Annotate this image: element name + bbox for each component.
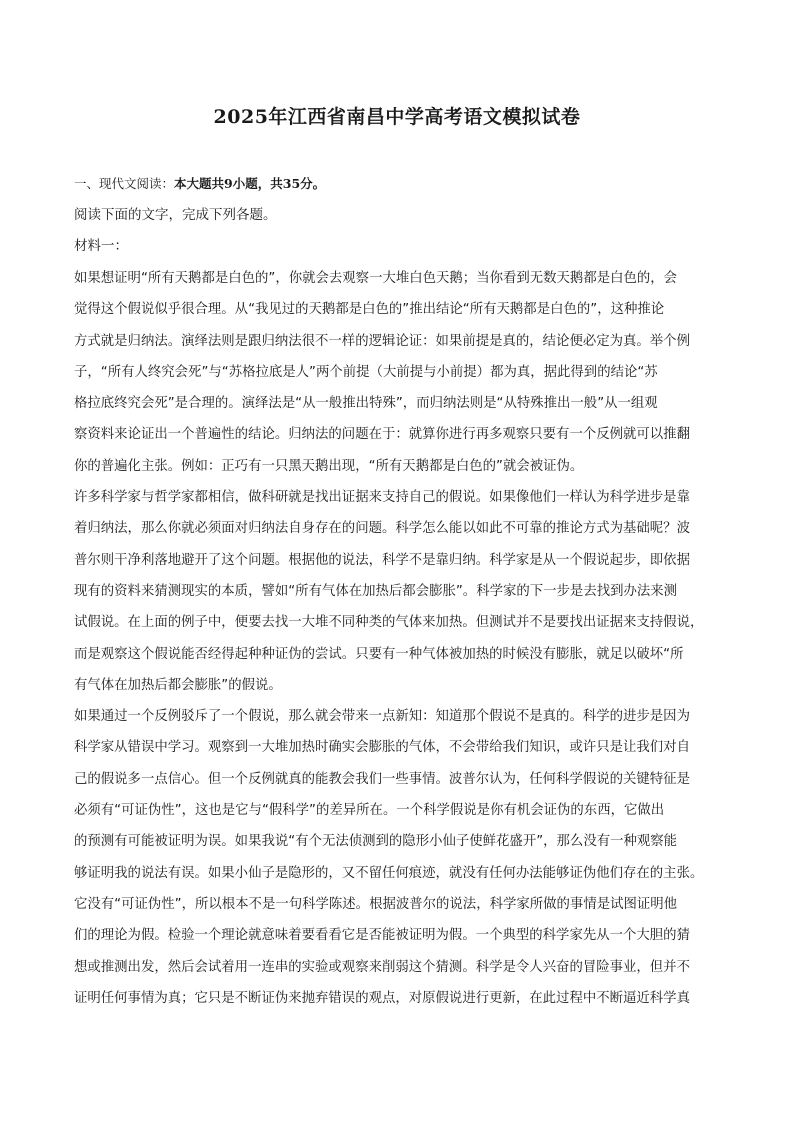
text-line: 如果通过一个反例驳斥了一个假说，那么就会带来一点新知：知道那个假说不是真的。科学的进步是因为 bbox=[74, 709, 690, 725]
text-line: 你的普遍化主张。例如：正巧有一只黑天鹅出现，“所有天鹅都是白色的”就会被证伪。 bbox=[74, 458, 584, 474]
text-line: 想或推测出发，然后会试着用一连串的实验或观察来削弱这个猜测。科学是令人兴奋的冒险事业，但并不 bbox=[74, 959, 690, 975]
section-mid-text: 小题，共 bbox=[232, 176, 283, 191]
text-line: 证明任何事情为真；它只是不断证伪来抛弃错误的观点，对原假说进行更新，在此过程中不断逼近科学真 bbox=[74, 990, 690, 1006]
text-line: 方式就是归纳法。演绎法则是跟归纳法很不一样的逻辑论证：如果前提是真的，结论便必定为真。举个例 bbox=[74, 333, 690, 349]
exam-title: 2025年江西省南昌中学高考语文模拟试卷 bbox=[213, 106, 581, 128]
text-line: 己的假说多一点信心。但一个反例就真的能教会我们一些事情。波普尔认为，任何科学假说的关键特征是 bbox=[74, 771, 690, 787]
text-line: 们的理论为假。检验一个理论就意味着要看看它是否能被证明为假。一个典型的科学家先从一个大胆的猜 bbox=[74, 928, 690, 944]
paragraph-3 bbox=[74, 701, 724, 1014]
section-suffix: 分。 bbox=[300, 176, 326, 191]
text-line: 有气体在加热后都会膨胀”的假说。 bbox=[74, 677, 282, 693]
text-line: 普尔则干净利落地避开了这个问题。根据他的说法，科学不是靠归纳。科学家是从一个假说起步，即依据 bbox=[74, 552, 690, 568]
text-line: 许多科学家与哲学家都相信，做科研就是找出证据来支持自己的假说。如果像他们一样认为科学进步是靠 bbox=[74, 490, 690, 506]
paragraph-2 bbox=[74, 482, 724, 701]
text-line: 而是观察这个假说能否经得起种种证伪的尝试。只要有一种气体被加热的时候没有膨胀，就足以破坏“所 bbox=[74, 646, 684, 662]
text-line: 格拉底终究会死”是合理的。演绎法是“从一般推出特殊”，而归纳法则是“从特殊推出一般”从一组观 bbox=[74, 396, 658, 412]
material-label: 材料一： bbox=[74, 238, 128, 254]
section-score: 35 bbox=[282, 176, 301, 191]
paragraph-1 bbox=[74, 263, 724, 482]
text-line: 觉得这个假说似乎很合理。从“我见过的天鹅都是白色的”推出结论“所有天鹅都是白色的”，这种推论 bbox=[74, 302, 665, 318]
reading-instruction: 阅读下面的文字，完成下列各题。 bbox=[74, 207, 277, 223]
text-line: 够证明我的说法有误。如果小仙子是隐形的，又不留任何痕迹，就没有任何办法能够证伪他们存在的主张。 bbox=[74, 865, 704, 881]
text-line: 察资料来论证出一个普遍性的结论。归纳法的问题在于：就算你进行再多观察只要有一个反例就可以推翻 bbox=[74, 427, 690, 443]
text-line: 试假说。在上面的例子中，便要去找一大堆不同种类的气体来加热。但测试并不是要找出证据来支持假说， bbox=[74, 615, 704, 631]
text-line: 着归纳法，那么你就必须面对归纳法自身存在的问题。科学怎么能以如此不可靠的推论方式为基础呢？波 bbox=[74, 521, 690, 537]
section-bold-text: 本大题共 bbox=[174, 176, 225, 191]
passage-body bbox=[74, 263, 724, 1014]
section-heading bbox=[74, 174, 325, 194]
section-prefix: 一、现代文阅读： bbox=[74, 176, 175, 191]
text-line: 它没有“可证伪性”，所以根本不是一句科学陈述。根据波普尔的说法，科学家所做的事情是试图证明他 bbox=[74, 896, 678, 912]
text-line: 科学家从错误中学习。观察到一大堆加热时确实会膨胀的气体，不会带给我们知识，或许只是让我们对自 bbox=[74, 740, 690, 756]
text-line: 子，“所有人终究会死”与“苏格拉底是人”两个前提（大前提与小前提）都为真，据此得到的结论“苏 bbox=[74, 364, 658, 380]
text-line: 必须有“可证伪性”，这也是它与“假科学”的差异所在。一个科学假说是你有机会证伪的东西，它做出 bbox=[74, 803, 665, 819]
text-line: 如果想证明“所有天鹅都是白色的”，你就会去观察一大堆白色天鹅；当你看到无数天鹅都是白色的，会 bbox=[74, 271, 678, 286]
text-line: 现有的资料来猜测现实的本质，譬如“所有气体在加热后都会膨胀”。科学家的下一步是去找到办法来测 bbox=[74, 583, 678, 599]
text-line: 的预测有可能被证明为误。如果我说“有个无法侦测到的隐形小仙子使鲜花盛开”，那么没有一种观察能 bbox=[74, 834, 678, 850]
question-count: 9 bbox=[224, 176, 233, 191]
